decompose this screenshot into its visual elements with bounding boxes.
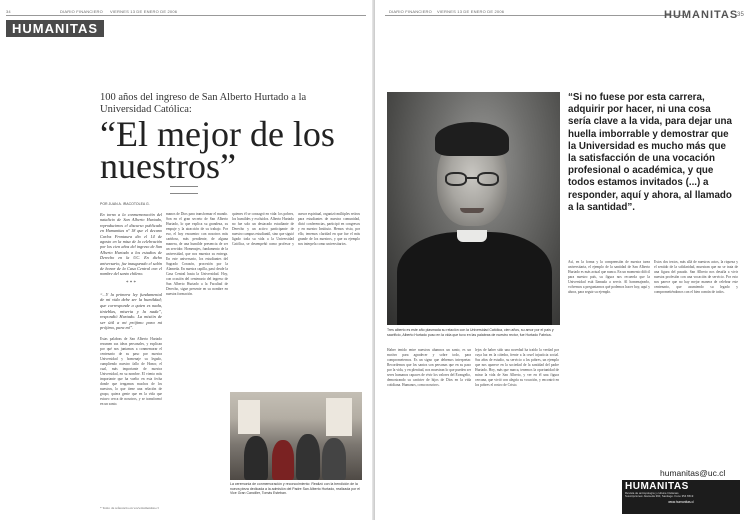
- right-folio-paper: DIARIO FINANCIERO: [389, 9, 432, 14]
- column-1: [100, 212, 162, 502]
- right-page: [375, 0, 750, 520]
- article-headline: “El mejor de los nuestros”: [100, 114, 335, 186]
- right-folio-date: VIERNES 13 DE ENERO DE 2006: [437, 9, 505, 14]
- left-section-head: HUMANITAS: [6, 20, 104, 37]
- right-column-c-body: Así, en la forma y la comprensión de nuestra tarea universitaria, el ejemplo de la santidad de San Alberto Hurtado es más actual que nunca. En un momento difícil para nuestro país, su figura nos recuerda que la Universidad está llamada a servir. Al homenajearlo, volvemos a preguntarnos qué podemos hacer hoy, aquí y ahora, para seguir su ejemplo.: [568, 260, 650, 294]
- right-column-b: [475, 348, 559, 508]
- portrait-mouth: [460, 208, 484, 213]
- photo-person-1: [244, 436, 268, 480]
- portrait-caption: Tres alberto es este año plasmada su relación con la Universidad Católica, cien años, su amor por el país y sacrificio, Alberto Hurtado puso en la vida que tuvo en las palabras de nuestro rector, fue Hurtado Fabrica.: [387, 328, 554, 337]
- ad-website[interactable]: www.humanitas.cl: [668, 499, 694, 504]
- photo-person-2: [272, 440, 294, 480]
- right-column-b-body: lejos de haber sido una novedad ha traído la verdad por cuya luz en la cátedra, frente a la cruel injusticia social. Sus años de estudio, su servicio a los pobres, un ejemplo que nos aparece en la sociedad de la santidad del padre Hurtado. Hoy, más que nunca, tenemos la oportunidad de mirar la vida de San Alberto, y ver en él una figura cercana, que vivió con alegría su vocación, y encontró en los pobres el rostro de Cristo.: [475, 348, 559, 387]
- column-2-body: manos de Dios para transformar el mundo. Son en el gran secreto de San Alberto Hurtado, lo que explica su grandeza, su empuje y la atracción de su trabajo. Por eso, el hoy encuentro con nosotros más cariñoso, más pendiente, de alguna manera, de una humilde presencia de ser un servidor. Homenajes, fundamento de la universidad, que nos muestra su entrega. En este aniversario, los estudiantes del Sagrado Corazón, procesión por la Alameda. En nuestra capilla, pasó desde la Casa Central hasta la Universidad. Hoy, con ocasión del centenario del ingreso de San Alberto Hurtado a la Facultad de Derecho, sigue presente en su nombre en nuestra formación.: [166, 212, 228, 296]
- portrait-collar: [457, 230, 487, 242]
- right-top-rule: [385, 15, 685, 16]
- left-folio-paper: DIARIO FINANCIERO: [60, 9, 103, 14]
- right-folio-number: 35: [737, 12, 745, 18]
- ceremony-photo-caption: La ceremonia de conmemoración y reconocimiento: Realizó con la bendición de la nueva pieza dedicada a la admisión del Padre San Alberto Hurtado, realizada por el Vice Gran Canciller, Tomás Esteban.: [230, 482, 360, 496]
- photo-window-1: [238, 400, 260, 434]
- pull-quote: “Si no fuese por esta carrera, adquirir por hacer, ni una cosa sería clave a la vida, para dejar una huella imborrable y demostrar que la Universidad es mucho más que la satisfacción de una vocación profesional o académica, y que todos estamos invitados (...) a responder, aquí y ahora, al llamado a la santidad”.: [568, 92, 732, 213]
- humanitas-ad-box: [622, 480, 740, 514]
- ad-line-2: Suscripciones: Alameda 390, Santiago. Fono 354 6519: [625, 494, 694, 499]
- ad-title: HUMANITAS: [625, 481, 689, 492]
- right-column-d: [654, 260, 738, 460]
- article-kicker: 100 años del ingreso de San Alberto Hurtado a la Universidad Católica:: [100, 92, 307, 115]
- portrait-glasses-left: [445, 172, 467, 186]
- contact-email[interactable]: humanitas@uc.cl: [660, 468, 726, 478]
- photo-window-2: [326, 398, 352, 436]
- portrait-photo: [387, 92, 560, 325]
- photo-person-3: [296, 434, 320, 480]
- portrait-glasses-right: [477, 172, 499, 186]
- portrait-cassock: [397, 232, 552, 325]
- article-byline: POR JUAN A. IRACOTOLEA G.: [100, 202, 150, 206]
- column-2: [166, 212, 228, 502]
- portrait-hair: [435, 122, 509, 156]
- inline-pull-quote: “...Y la primera ley fundamental de mi vida debe ser la humildad; que corresponde a quien es nada, tinieblas, miseria y la nada”, respondió Hurtado. La misión de ser útil a mi prójimo para mi prójimo, para mí”.: [100, 291, 162, 331]
- article-lead: En torno a la conmemoración del natalicio de San Alberto Hurtado, reproducimos el discurso publicado en Humanitas nº 18 que el decano Carlos Frontaura dio el 14 de agosto en la misa de la celebración por los cien años del ingreso de San Alberto Hurtado a los estudios de Derecho en la UC. En dicho aniversario, fue inaugurado el salón de honor de la Casa Central con el nombre del santo chileno.: [100, 212, 162, 277]
- right-column-c: [568, 260, 650, 508]
- right-section-head: HUMANITAS: [664, 9, 739, 21]
- left-top-rule: [6, 15, 366, 16]
- column-3: [232, 212, 360, 387]
- column-1-body: Estas palabras de San Alberto Hurtado resumen sus ideas personales, y explican por qué nos juntamos a conmemorar el centenario de su paso por nuestra Universidad y homenaje su legado, cumpliendo nuestro fallo de Honor, el cual, más importante de nuestra Universidad, en su nombre. El viento más importante que ha vuelto en esta fecha donde que tengamos muchos de los nuestros, lo que tiene una relación de grupo, quiera gente que en la vida que estuvo cerca de nosotros, y se transformó en un santo.: [100, 337, 162, 407]
- right-column-d-body: Estos dos textos, más allá de nuestros actos, la riqueza y el sentido de la solidaridad, muestran que no se trata de una figura del pasado. San Alberto nos desafía a vivir nuestra profesión con una vocación de servicio. Por esto nos parece que no hay mejor manera de celebrar este centenario, que asumiendo su legado y comprometiéndonos con el bien común de todos.: [654, 260, 738, 294]
- left-folio-number: 34: [6, 9, 11, 14]
- portrait-glasses-bridge: [467, 177, 477, 179]
- right-column-a: [387, 348, 471, 508]
- right-column-a-body: Haber tenido entre nuestros alumnos un santo, es un motivo para agradecer y sobre todo, para comprometernos. Es un signo que debemos interpretar. Recordemos que los santos son personas que en su paso por la vida, y en plenitud, nos muestran lo que pueden ser seres humanos capaces de vivir los valores del Evangelio, demostrando su carácter de hijos de Dios en la vida cotidiana. Humanos, como nosotros.: [387, 348, 471, 387]
- humanitas-logo-mark: [170, 186, 198, 194]
- ad-line-1: Revista de antropología y cultura cristianas: [625, 491, 679, 495]
- column-3-body: quienes él se consagró en vida: los pobres, los humildes y excluidos. Alberto Hurtado no fue solo un destacado estudiante de Derecho y un activo participante de nuestro campus estudiantil, sino que siguió ligado toda su vida a la Universidad Católica, se desempeñó como profesor y asesor espiritual, organizó múltiples retiros para estudiantes de nuestra comunidad, dictó conferencias, participó en congresos y en nuestro Instituto. Hemos visto, por ello, tenemos claridad en que fue el más grande de los nuestros, y que su ejemplo nos interpela como universitarios.: [232, 212, 360, 246]
- ceremony-photo: [230, 392, 362, 480]
- left-folio-date: VIERNES 13 DE ENERO DE 2006: [110, 9, 178, 14]
- separator-stars: * * *: [126, 280, 136, 286]
- article-footnote: * Texto de referencia en www.humanitas.cl: [100, 506, 159, 510]
- photo-person-4: [322, 438, 346, 480]
